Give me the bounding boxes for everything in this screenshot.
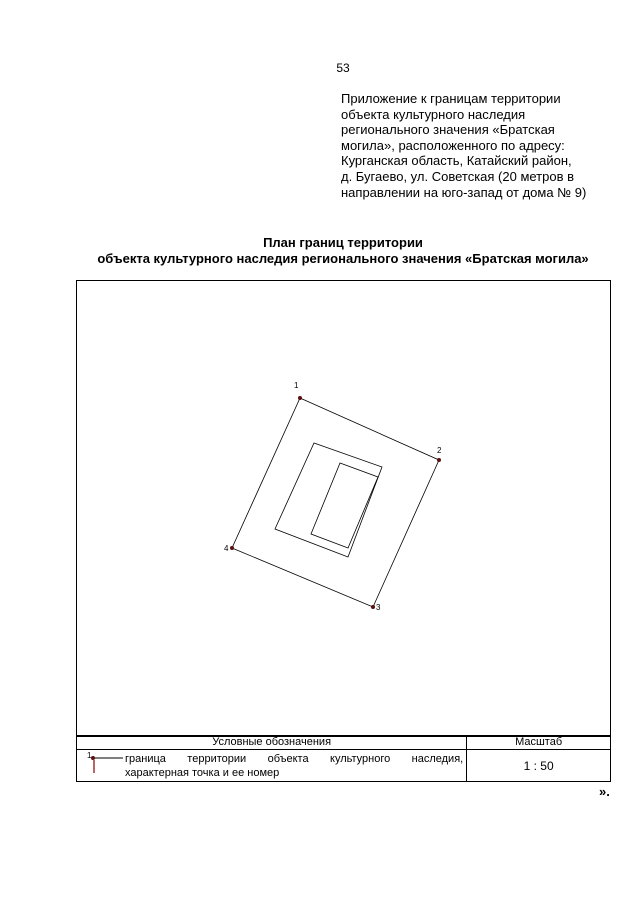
point-label-1: 1 — [294, 381, 299, 390]
legend-scale-value: 1 : 50 — [467, 750, 611, 782]
appendix-line: объекта культурного наследия — [341, 106, 526, 122]
monument-outer-outline — [275, 443, 382, 557]
appendix-line: могила», расположенного по адресу: — [341, 137, 565, 153]
appendix-line: д. Бугаево, ул. Советская (20 метров в — [341, 168, 575, 184]
legend-symbol-number: 1 — [87, 751, 92, 760]
closing-quote-mark: ». — [599, 784, 610, 799]
monument-inner-outline — [311, 463, 378, 548]
legend-description-line1: граница территории объекта культурного наследия, — [125, 753, 464, 765]
boundary-point-4 — [230, 546, 234, 550]
plan-title-line1: План границ территории — [263, 235, 423, 250]
plan-title — [0, 235, 640, 267]
territory-boundary — [232, 398, 439, 607]
legend-row — [77, 750, 611, 782]
point-label-3: 3 — [376, 603, 381, 612]
appendix-line: направлении на юго-запад от дома № 9) — [341, 184, 587, 200]
legend-header-row — [77, 736, 611, 750]
legend-description-line2: характерная точка и ее номер — [125, 767, 280, 779]
legend-header-symbols: Условные обозначения — [77, 736, 467, 750]
plan-drawing-frame — [76, 280, 611, 737]
point-label-2: 2 — [437, 446, 442, 455]
boundary-point-3 — [371, 605, 375, 609]
appendix-line: Курганская область, Катайский район, — [341, 153, 572, 169]
legend-table — [76, 735, 611, 782]
page-number: 53 — [336, 61, 350, 75]
appendix-line: Приложение к границам территории — [341, 91, 561, 106]
point-label-4: 4 — [224, 544, 229, 553]
boundary-line-point-icon — [89, 753, 125, 777]
appendix-line: регионального значения «Братская — [341, 122, 555, 138]
legend-header-scale: Масштаб — [467, 736, 611, 750]
appendix-note — [341, 91, 626, 200]
boundary-point-1 — [298, 396, 302, 400]
boundary-plan — [77, 281, 610, 736]
plan-title-line2: объекта культурного наследия регионального значения «Братская могила» — [97, 251, 589, 266]
boundary-point-2 — [437, 458, 441, 462]
legend-description-cell — [77, 750, 467, 782]
